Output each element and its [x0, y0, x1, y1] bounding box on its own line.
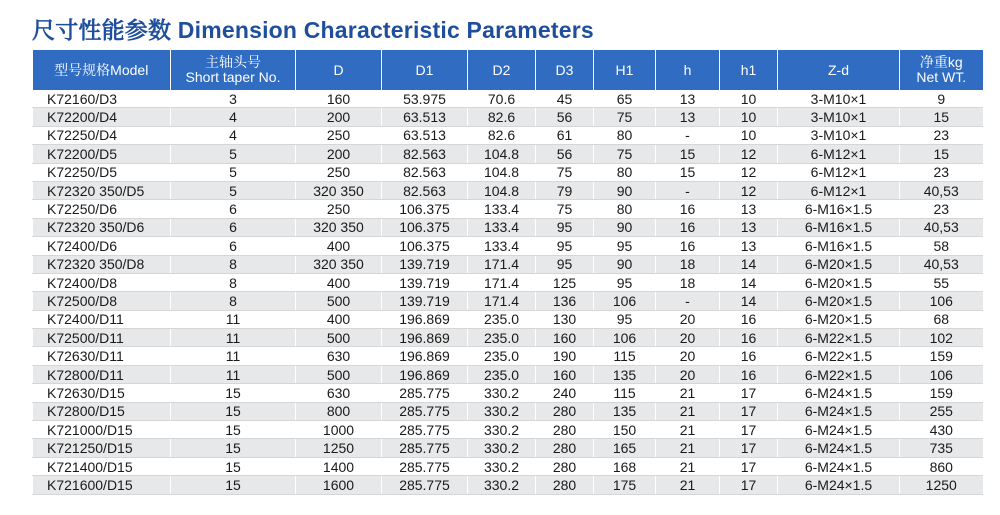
cell-model: K72200/D5 — [33, 145, 171, 163]
cell-h1-upper: 90 — [594, 181, 656, 199]
cell-d1: 63.513 — [382, 108, 468, 126]
cell-d2: 330.2 — [468, 402, 536, 420]
cell-z-d: 6-M24×1.5 — [778, 384, 900, 402]
cell-h: - — [656, 181, 720, 199]
cell-h1-upper: 106 — [594, 292, 656, 310]
cell-model: K721000/D15 — [33, 421, 171, 439]
parameters-table — [32, 50, 983, 495]
cell-h1: 17 — [720, 457, 778, 475]
cell-h1: 17 — [720, 384, 778, 402]
cell-h1-upper: 95 — [594, 237, 656, 255]
col-header-short-taper — [171, 50, 296, 90]
col-header-short-taper-en: Short taper No. — [185, 69, 281, 85]
cell-short-taper: 15 — [171, 402, 296, 420]
cell-d3: 75 — [536, 163, 594, 181]
cell-model: K72800/D15 — [33, 402, 171, 420]
table-row — [33, 237, 983, 255]
cell-short-taper: 6 — [171, 218, 296, 236]
col-header-weight-en: Net WT. — [916, 69, 967, 85]
cell-h1-upper: 95 — [594, 310, 656, 328]
cell-weight: 40,53 — [900, 218, 983, 236]
cell-d3: 240 — [536, 384, 594, 402]
cell-d1: 139.719 — [382, 273, 468, 291]
cell-h: - — [656, 292, 720, 310]
cell-h: 21 — [656, 384, 720, 402]
cell-d1: 82.563 — [382, 163, 468, 181]
table-row — [33, 347, 983, 365]
table-row — [33, 292, 983, 310]
cell-d2: 235.0 — [468, 365, 536, 383]
cell-h: 21 — [656, 402, 720, 420]
cell-h: 18 — [656, 255, 720, 273]
cell-z-d: 6-M12×1 — [778, 181, 900, 199]
cell-weight: 40,53 — [900, 255, 983, 273]
cell-h1: 16 — [720, 329, 778, 347]
cell-z-d: 6-M12×1 — [778, 145, 900, 163]
col-header-h1: h1 — [720, 50, 778, 90]
cell-short-taper: 6 — [171, 237, 296, 255]
parameters-table-container — [32, 50, 982, 495]
table-row — [33, 273, 983, 291]
header-row — [33, 50, 983, 90]
cell-weight: 106 — [900, 292, 983, 310]
cell-z-d: 3-M10×1 — [778, 108, 900, 126]
cell-d: 1400 — [296, 457, 382, 475]
cell-z-d: 6-M16×1.5 — [778, 200, 900, 218]
cell-model: K72500/D8 — [33, 292, 171, 310]
cell-z-d: 6-M24×1.5 — [778, 439, 900, 457]
cell-model: K72500/D11 — [33, 329, 171, 347]
cell-h1-upper: 135 — [594, 365, 656, 383]
table-row — [33, 126, 983, 144]
cell-d1: 106.375 — [382, 237, 468, 255]
cell-h: 16 — [656, 218, 720, 236]
cell-d: 630 — [296, 347, 382, 365]
cell-h1-upper: 165 — [594, 439, 656, 457]
cell-h1: 17 — [720, 402, 778, 420]
cell-d: 400 — [296, 273, 382, 291]
cell-short-taper: 11 — [171, 347, 296, 365]
cell-d1: 82.563 — [382, 145, 468, 163]
cell-model: K72400/D6 — [33, 237, 171, 255]
cell-d3: 95 — [536, 237, 594, 255]
cell-d3: 56 — [536, 145, 594, 163]
cell-h1-upper: 115 — [594, 384, 656, 402]
page-title: 尺寸性能参数 Dimension Characteristic Parameters — [32, 17, 594, 43]
cell-d3: 190 — [536, 347, 594, 365]
cell-d3: 95 — [536, 218, 594, 236]
cell-d3: 136 — [536, 292, 594, 310]
table-row — [33, 439, 983, 457]
cell-d2: 104.8 — [468, 181, 536, 199]
cell-d: 160 — [296, 90, 382, 108]
cell-short-taper: 3 — [171, 90, 296, 108]
cell-z-d: 6-M20×1.5 — [778, 255, 900, 273]
cell-h1: 14 — [720, 292, 778, 310]
cell-z-d: 6-M20×1.5 — [778, 273, 900, 291]
cell-d2: 235.0 — [468, 347, 536, 365]
cell-short-taper: 15 — [171, 439, 296, 457]
cell-d2: 330.2 — [468, 384, 536, 402]
cell-h1-upper: 75 — [594, 108, 656, 126]
table-row — [33, 421, 983, 439]
cell-h: 13 — [656, 108, 720, 126]
cell-d3: 61 — [536, 126, 594, 144]
cell-weight: 102 — [900, 329, 983, 347]
cell-h1: 10 — [720, 108, 778, 126]
cell-z-d: 6-M20×1.5 — [778, 292, 900, 310]
cell-short-taper: 8 — [171, 273, 296, 291]
cell-h: 21 — [656, 421, 720, 439]
cell-h1-upper: 95 — [594, 273, 656, 291]
table-row — [33, 402, 983, 420]
cell-h1: 16 — [720, 310, 778, 328]
cell-d2: 171.4 — [468, 255, 536, 273]
col-header-d3: D3 — [536, 50, 594, 90]
cell-d: 400 — [296, 310, 382, 328]
cell-d2: 171.4 — [468, 273, 536, 291]
cell-h1-upper: 80 — [594, 200, 656, 218]
cell-h: 13 — [656, 90, 720, 108]
cell-model: K72250/D4 — [33, 126, 171, 144]
cell-h: 21 — [656, 439, 720, 457]
cell-weight: 255 — [900, 402, 983, 420]
col-header-d1: D1 — [382, 50, 468, 90]
cell-z-d: 3-M10×1 — [778, 126, 900, 144]
cell-h: 18 — [656, 273, 720, 291]
cell-h1-upper: 106 — [594, 329, 656, 347]
cell-d2: 330.2 — [468, 421, 536, 439]
col-header-short-taper-cn: 主轴头号 — [205, 54, 261, 70]
cell-h1-upper: 80 — [594, 163, 656, 181]
cell-h: 16 — [656, 237, 720, 255]
cell-h1: 10 — [720, 90, 778, 108]
cell-d2: 330.2 — [468, 476, 536, 494]
cell-h1: 12 — [720, 181, 778, 199]
cell-d: 250 — [296, 126, 382, 144]
cell-d: 320 350 — [296, 255, 382, 273]
cell-d3: 56 — [536, 108, 594, 126]
table-body — [33, 90, 983, 494]
cell-z-d: 6-M22×1.5 — [778, 365, 900, 383]
cell-d1: 285.775 — [382, 402, 468, 420]
cell-d1: 285.775 — [382, 439, 468, 457]
cell-h1: 10 — [720, 126, 778, 144]
cell-short-taper: 11 — [171, 329, 296, 347]
cell-weight: 860 — [900, 457, 983, 475]
cell-weight: 58 — [900, 237, 983, 255]
cell-h1: 13 — [720, 237, 778, 255]
cell-h1: 17 — [720, 421, 778, 439]
cell-d3: 160 — [536, 329, 594, 347]
cell-short-taper: 4 — [171, 108, 296, 126]
cell-weight: 68 — [900, 310, 983, 328]
cell-d3: 280 — [536, 476, 594, 494]
cell-d2: 330.2 — [468, 439, 536, 457]
cell-d1: 53.975 — [382, 90, 468, 108]
cell-h1-upper: 150 — [594, 421, 656, 439]
cell-short-taper: 8 — [171, 255, 296, 273]
table-row — [33, 218, 983, 236]
cell-d3: 280 — [536, 457, 594, 475]
cell-d1: 82.563 — [382, 181, 468, 199]
cell-d: 1600 — [296, 476, 382, 494]
cell-d: 320 350 — [296, 218, 382, 236]
cell-model: K72200/D4 — [33, 108, 171, 126]
cell-model: K72320 350/D8 — [33, 255, 171, 273]
col-header-d2: D2 — [468, 50, 536, 90]
cell-d: 500 — [296, 292, 382, 310]
cell-h1-upper: 75 — [594, 145, 656, 163]
cell-d2: 104.8 — [468, 163, 536, 181]
col-header-model: 型号规格Model — [33, 50, 171, 90]
cell-model: K72630/D15 — [33, 384, 171, 402]
cell-d3: 280 — [536, 439, 594, 457]
cell-h: 20 — [656, 347, 720, 365]
table-row — [33, 145, 983, 163]
table-row — [33, 329, 983, 347]
cell-d3: 280 — [536, 421, 594, 439]
cell-model: K72320 350/D5 — [33, 181, 171, 199]
cell-d1: 139.719 — [382, 292, 468, 310]
cell-h1-upper: 65 — [594, 90, 656, 108]
cell-h1-upper: 175 — [594, 476, 656, 494]
cell-d3: 130 — [536, 310, 594, 328]
cell-d3: 280 — [536, 402, 594, 420]
cell-model: K72160/D3 — [33, 90, 171, 108]
cell-short-taper: 15 — [171, 421, 296, 439]
cell-d2: 133.4 — [468, 237, 536, 255]
cell-d1: 285.775 — [382, 384, 468, 402]
cell-d: 400 — [296, 237, 382, 255]
cell-d2: 171.4 — [468, 292, 536, 310]
cell-d: 250 — [296, 163, 382, 181]
cell-h: 20 — [656, 365, 720, 383]
cell-short-taper: 8 — [171, 292, 296, 310]
cell-h1-upper: 80 — [594, 126, 656, 144]
cell-z-d: 6-M22×1.5 — [778, 347, 900, 365]
cell-d1: 106.375 — [382, 200, 468, 218]
cell-h: 21 — [656, 476, 720, 494]
cell-h1: 17 — [720, 476, 778, 494]
cell-d3: 79 — [536, 181, 594, 199]
table-row — [33, 200, 983, 218]
cell-weight: 23 — [900, 200, 983, 218]
cell-z-d: 6-M24×1.5 — [778, 476, 900, 494]
cell-z-d: 6-M24×1.5 — [778, 457, 900, 475]
cell-h: 15 — [656, 145, 720, 163]
cell-short-taper: 11 — [171, 365, 296, 383]
cell-weight: 55 — [900, 273, 983, 291]
cell-short-taper: 4 — [171, 126, 296, 144]
cell-d2: 235.0 — [468, 329, 536, 347]
cell-model: K721600/D15 — [33, 476, 171, 494]
cell-h: 20 — [656, 310, 720, 328]
cell-d2: 133.4 — [468, 218, 536, 236]
cell-d: 200 — [296, 145, 382, 163]
cell-d1: 196.869 — [382, 310, 468, 328]
cell-h1: 13 — [720, 200, 778, 218]
cell-d2: 235.0 — [468, 310, 536, 328]
cell-d: 200 — [296, 108, 382, 126]
cell-z-d: 6-M20×1.5 — [778, 310, 900, 328]
cell-short-taper: 6 — [171, 200, 296, 218]
cell-weight: 23 — [900, 126, 983, 144]
col-header-h1-upper: H1 — [594, 50, 656, 90]
cell-weight: 735 — [900, 439, 983, 457]
cell-d3: 75 — [536, 200, 594, 218]
cell-model: K72800/D11 — [33, 365, 171, 383]
cell-h1-upper: 135 — [594, 402, 656, 420]
table-row — [33, 310, 983, 328]
cell-d: 630 — [296, 384, 382, 402]
cell-h1-upper: 90 — [594, 218, 656, 236]
cell-z-d: 6-M16×1.5 — [778, 237, 900, 255]
cell-h1: 13 — [720, 218, 778, 236]
cell-weight: 40,53 — [900, 181, 983, 199]
cell-h: - — [656, 126, 720, 144]
cell-weight: 15 — [900, 145, 983, 163]
cell-model: K72400/D8 — [33, 273, 171, 291]
cell-h1: 12 — [720, 163, 778, 181]
cell-model: K72320 350/D6 — [33, 218, 171, 236]
table-row — [33, 457, 983, 475]
cell-d: 1250 — [296, 439, 382, 457]
table-row — [33, 181, 983, 199]
cell-short-taper: 11 — [171, 310, 296, 328]
cell-h1: 12 — [720, 145, 778, 163]
cell-d1: 63.513 — [382, 126, 468, 144]
table-row — [33, 365, 983, 383]
cell-weight: 9 — [900, 90, 983, 108]
cell-weight: 159 — [900, 347, 983, 365]
cell-short-taper: 5 — [171, 163, 296, 181]
cell-model: K72250/D6 — [33, 200, 171, 218]
cell-z-d: 6-M24×1.5 — [778, 402, 900, 420]
cell-weight: 15 — [900, 108, 983, 126]
cell-weight: 23 — [900, 163, 983, 181]
cell-d3: 45 — [536, 90, 594, 108]
cell-d2: 82.6 — [468, 108, 536, 126]
cell-weight: 159 — [900, 384, 983, 402]
cell-short-taper: 15 — [171, 384, 296, 402]
cell-d2: 104.8 — [468, 145, 536, 163]
cell-d: 500 — [296, 329, 382, 347]
cell-model: K721400/D15 — [33, 457, 171, 475]
cell-d1: 196.869 — [382, 347, 468, 365]
cell-model: K721250/D15 — [33, 439, 171, 457]
cell-d1: 106.375 — [382, 218, 468, 236]
cell-h1-upper: 90 — [594, 255, 656, 273]
cell-short-taper: 15 — [171, 476, 296, 494]
cell-d2: 330.2 — [468, 457, 536, 475]
cell-d1: 196.869 — [382, 329, 468, 347]
cell-short-taper: 5 — [171, 145, 296, 163]
col-header-h: h — [656, 50, 720, 90]
cell-h1: 16 — [720, 347, 778, 365]
cell-z-d: 3-M10×1 — [778, 90, 900, 108]
col-header-z-d: Z-d — [778, 50, 900, 90]
cell-d: 320 350 — [296, 181, 382, 199]
cell-h: 21 — [656, 457, 720, 475]
cell-z-d: 6-M16×1.5 — [778, 218, 900, 236]
cell-d1: 285.775 — [382, 457, 468, 475]
cell-d3: 160 — [536, 365, 594, 383]
table-row — [33, 255, 983, 273]
cell-weight: 106 — [900, 365, 983, 383]
cell-d1: 285.775 — [382, 421, 468, 439]
cell-weight: 430 — [900, 421, 983, 439]
table-row — [33, 476, 983, 494]
cell-d1: 196.869 — [382, 365, 468, 383]
cell-h1-upper: 115 — [594, 347, 656, 365]
cell-d2: 82.6 — [468, 126, 536, 144]
cell-h1: 14 — [720, 255, 778, 273]
cell-z-d: 6-M24×1.5 — [778, 421, 900, 439]
table-row — [33, 163, 983, 181]
cell-h1-upper: 168 — [594, 457, 656, 475]
cell-weight: 1250 — [900, 476, 983, 494]
cell-short-taper: 15 — [171, 457, 296, 475]
col-header-weight-cn: 净重kg — [919, 54, 963, 70]
cell-h: 20 — [656, 329, 720, 347]
cell-model: K72630/D11 — [33, 347, 171, 365]
cell-model: K72400/D11 — [33, 310, 171, 328]
cell-d2: 133.4 — [468, 200, 536, 218]
cell-h: 16 — [656, 200, 720, 218]
cell-h1: 14 — [720, 273, 778, 291]
cell-h1: 17 — [720, 439, 778, 457]
cell-d3: 125 — [536, 273, 594, 291]
cell-d2: 70.6 — [468, 90, 536, 108]
col-header-d: D — [296, 50, 382, 90]
cell-h1: 16 — [720, 365, 778, 383]
table-row — [33, 384, 983, 402]
cell-h: 15 — [656, 163, 720, 181]
cell-d: 500 — [296, 365, 382, 383]
table-row — [33, 108, 983, 126]
cell-z-d: 6-M12×1 — [778, 163, 900, 181]
cell-d3: 95 — [536, 255, 594, 273]
cell-d1: 285.775 — [382, 476, 468, 494]
cell-d1: 139.719 — [382, 255, 468, 273]
table-row — [33, 90, 983, 108]
cell-model: K72250/D5 — [33, 163, 171, 181]
col-header-weight — [900, 50, 983, 90]
cell-short-taper: 5 — [171, 181, 296, 199]
cell-d: 250 — [296, 200, 382, 218]
cell-z-d: 6-M22×1.5 — [778, 329, 900, 347]
cell-d: 800 — [296, 402, 382, 420]
cell-d: 1000 — [296, 421, 382, 439]
